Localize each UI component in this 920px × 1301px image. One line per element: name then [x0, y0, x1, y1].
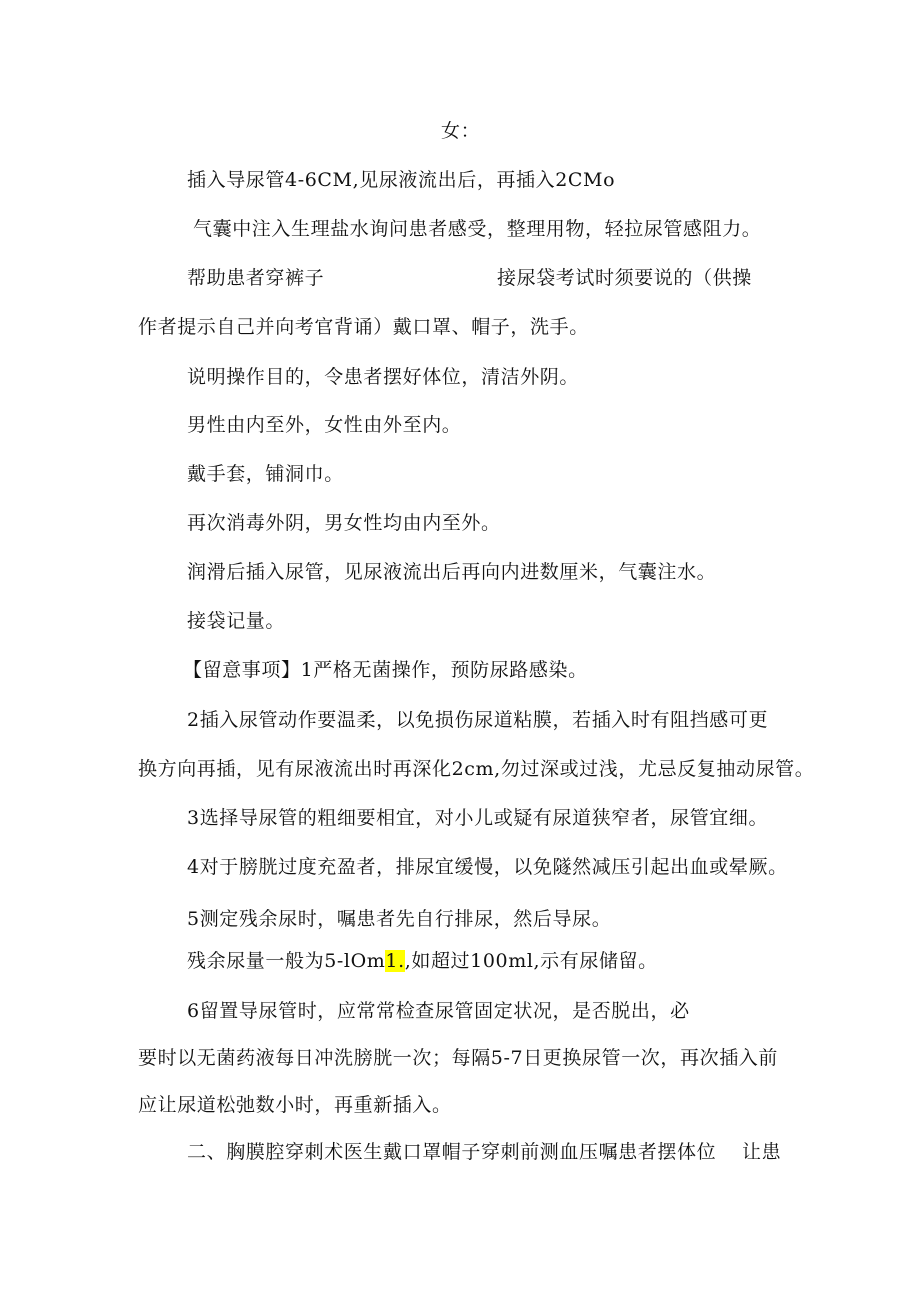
text-line: 接袋记量。	[187, 610, 286, 632]
text-line: 戴手套，铺洞巾。	[187, 463, 344, 485]
text-line: 女：	[441, 120, 481, 142]
text-line: 应让尿道松弛数小时，再重新插入。	[138, 1094, 452, 1116]
residual-urine-line	[187, 949, 658, 973]
highlighted-text: 1.	[385, 950, 405, 972]
text-line: 3选择导尿管的粗细要相宜，对小儿或疑有尿道狭窄者，尿管宜细。	[187, 807, 769, 829]
text-line: 润滑后插入尿管，见尿液流出后再向内进数厘米，气囊注水。	[187, 561, 717, 583]
text-line: 【留意事项】1严格无菌操作，预防尿路感染。	[183, 659, 588, 681]
text-line: 男性由内至外，女性由外至内。	[187, 414, 462, 436]
text-line: 5测定残余尿时，嘱患者先自行排尿，然后导尿。	[187, 908, 612, 930]
text-line: 气囊中注入生理盐水询问患者感受，整理用物，轻拉尿管感阻力。	[193, 218, 762, 240]
text-line: 接尿袋考试时须要说的（供操	[497, 267, 752, 289]
text-line: 6留置导尿管时，应常常检查尿管固定状况，是否脱出，必	[187, 1000, 690, 1022]
text-line: 要时以无菌药液每日冲洗膀胱一次；每隔5-7日更换尿管一次，再次插入前	[138, 1047, 778, 1069]
text-line: 作者提示自己并向考官背诵）戴口罩、帽子，洗手。	[138, 316, 589, 338]
text-line: 二、胸膜腔穿刺术医生戴口罩帽子穿刺前测血压嘱患者摆体位	[187, 1141, 717, 1163]
text-segment: 残余尿量一般为5-lOm	[187, 950, 386, 972]
text-line: 4对于膀胱过度充盈者，排尿宜缓慢，以免隧然减压引起出血或晕厥。	[187, 856, 788, 878]
text-line: 插入导尿管4-6CM,见尿液流出后，再插入2CMo	[187, 169, 616, 191]
text-line: 说明操作目的，令患者摆好体位，清洁外阴。	[187, 366, 580, 388]
text-line: 再次消毒外阴，男女性均由内至外。	[187, 512, 501, 534]
text-line: 帮助患者穿裤子	[187, 267, 325, 289]
text-segment: ,如超过100ml,示有尿储留。	[404, 950, 658, 972]
text-line: 换方向再插，见有尿液流出时再深化2cm,勿过深或过浅，尤忌反复抽动尿管。	[138, 758, 815, 780]
text-line: 2插入尿管动作要温柔，以免损伤尿道粘膜，若插入时有阻挡感可更	[187, 709, 769, 731]
text-line: 让患	[742, 1141, 782, 1163]
